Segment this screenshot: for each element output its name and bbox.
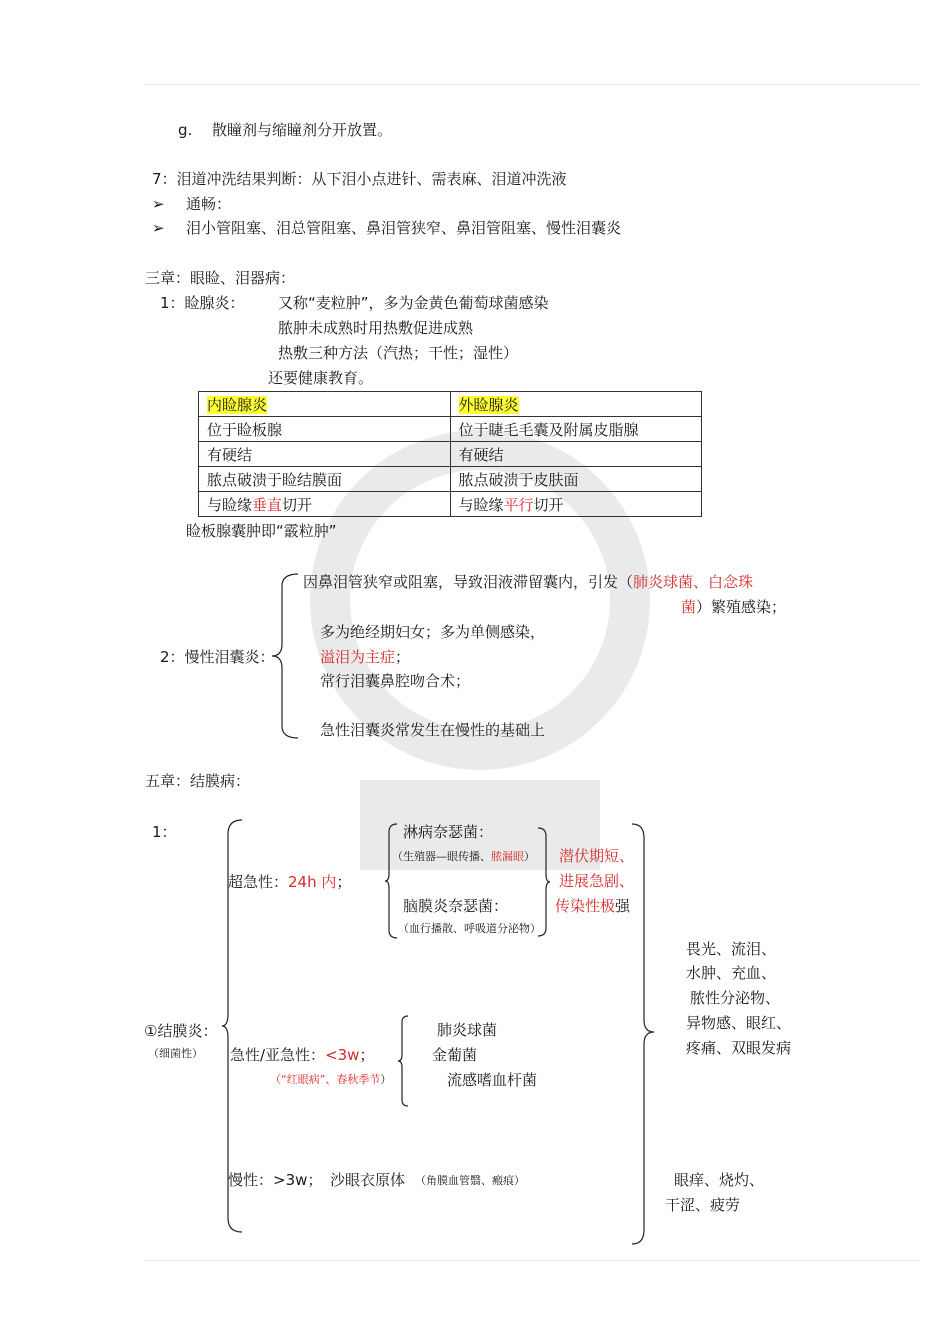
acute-brace xyxy=(398,1014,410,1110)
label-text: 急性/亚急性： xyxy=(230,1046,326,1064)
table-row xyxy=(199,417,702,442)
chronic-symptom-line: 眼痒、烧灼、 xyxy=(674,1171,765,1189)
item1-label: 1：睑腺炎： xyxy=(160,294,245,312)
label-text: ； xyxy=(336,873,352,891)
feature-line: 进展急剧、 xyxy=(559,872,635,890)
table-cell: 位于睫毛毛囊及附属皮脂腺 xyxy=(450,417,702,442)
hyperacute-label xyxy=(228,872,351,892)
item-text: 散瞳剂与缩瞳剂分开放置。 xyxy=(212,121,393,139)
item7-bullet: 泪小管阻塞、泪总管阻塞、鼻泪管狭窄、鼻泪管阻塞、慢性泪囊炎 xyxy=(186,219,622,237)
header-rule xyxy=(145,84,920,85)
item1-line: 又称“麦粒肿”，多为金黄色葡萄球菌感染 xyxy=(278,294,549,312)
note-text: （生殖器—眼传播、 xyxy=(392,850,491,863)
table-cell xyxy=(450,492,702,517)
chronic-pathogen: 沙眼衣原体 xyxy=(330,1171,406,1189)
table-header-cell xyxy=(450,392,702,417)
label-text: 超急性： xyxy=(228,873,289,891)
main-label: ①结膜炎： xyxy=(144,1022,218,1040)
gono-title: 淋病奈瑟菌： xyxy=(403,823,494,841)
header-internal: 内睑腺炎 xyxy=(207,395,268,414)
symptom-line: 脓性分泌物、 xyxy=(690,989,781,1007)
chapter3-heading: 三章：眼睑、泪器病： xyxy=(145,269,296,287)
item1-line: 还要健康教育。 xyxy=(268,369,374,387)
note-text: ） xyxy=(380,1073,392,1086)
label-text-red: 24h 内 xyxy=(288,873,337,891)
bullet-arrow-icon: ➢ xyxy=(152,219,165,237)
acute-note xyxy=(270,1073,391,1087)
item2-line5: 常行泪囊鼻腔吻合术； xyxy=(320,672,471,690)
line-text-red: 肺炎球菌、白念珠 xyxy=(633,573,754,591)
acute-pathogen: 金葡菌 xyxy=(432,1046,478,1064)
table-row xyxy=(199,492,702,517)
table-cell: 脓点破溃于睑结膜面 xyxy=(199,467,451,492)
item2-line3: 多为绝经期妇女；多为单侧感染， xyxy=(320,623,546,641)
symptom-line: 畏光、流泪、 xyxy=(686,940,777,958)
item7-bullet: 通畅： xyxy=(186,195,232,213)
note-text-red: 脓漏眼 xyxy=(491,850,524,863)
item2-label: 2：慢性泪囊炎： xyxy=(160,648,275,666)
bullet-arrow-icon: ➢ xyxy=(152,195,165,213)
item1-line: 脓肿未成熟时用热敷促进成熟 xyxy=(278,319,474,337)
table-row xyxy=(199,467,702,492)
feature-text-red: 传染性极 xyxy=(555,897,616,915)
header-external: 外睑腺炎 xyxy=(458,395,519,414)
label-text: ； xyxy=(359,1046,375,1064)
item1-line: 热敷三种方法（汽热；干性；湿性） xyxy=(278,344,519,362)
cell-text: 切开 xyxy=(282,495,313,514)
chapter5-num: 1： xyxy=(152,823,177,841)
feature-line xyxy=(555,896,630,916)
footer-rule xyxy=(145,1260,920,1261)
acute-label xyxy=(230,1045,374,1065)
line-text: 因鼻泪管狭窄或阻塞，导致泪液滞留囊内，引发（ xyxy=(303,573,634,591)
item2-line6: 急性泪囊炎常发生在慢性的基础上 xyxy=(320,721,546,739)
line-text-red: 溢泪为主症 xyxy=(320,648,396,666)
item7-title: 7：泪道冲洗结果判断：从下泪小点进针、需表麻、泪道冲洗液 xyxy=(152,170,567,188)
symptoms-brace xyxy=(630,822,656,1248)
item2-line2 xyxy=(681,597,786,617)
line-text: ）繁殖感染； xyxy=(696,598,787,616)
table-row xyxy=(199,442,702,467)
cell-text: 与睑缘 xyxy=(207,495,253,514)
hyperacute-right-brace xyxy=(536,826,550,938)
feature-text: 强 xyxy=(615,897,631,915)
gono-note xyxy=(392,850,535,864)
acute-pathogen: 肺炎球菌 xyxy=(437,1021,498,1039)
symptom-line: 水肿、充血、 xyxy=(686,964,777,982)
stye-comparison-table xyxy=(198,391,702,517)
symptom-line: 疼痛、双眼发病 xyxy=(686,1039,792,1057)
table-header-cell xyxy=(199,392,451,417)
chronic-label: 慢性：>3w； xyxy=(228,1171,323,1189)
cell-text-red: 平行 xyxy=(503,495,534,514)
table-cell xyxy=(199,492,451,517)
acute-pathogen: 流感嗜血杆菌 xyxy=(447,1071,538,1089)
item2-line4 xyxy=(320,647,410,667)
line-text: ； xyxy=(395,648,411,666)
table-header-row xyxy=(199,392,702,417)
note-text-red: （“红眼病”、春秋季节 xyxy=(270,1073,381,1086)
main-sub: （细菌性） xyxy=(148,1047,203,1060)
chronic-symptom-line: 干涩、疲劳 xyxy=(665,1196,741,1214)
mening-title: 脑膜炎奈瑟菌： xyxy=(403,897,509,915)
table-cell: 脓点破溃于皮肤面 xyxy=(450,467,702,492)
label-text-red: <3w xyxy=(325,1046,360,1064)
chapter5-heading: 五章：结膜病： xyxy=(145,772,251,790)
hyperacute-left-brace xyxy=(385,822,399,940)
feature-line: 潜伏期短、 xyxy=(559,847,635,865)
item-letter: g. xyxy=(178,121,193,139)
symptom-line: 异物感、眼红、 xyxy=(686,1014,792,1032)
table-cell: 位于睑板腺 xyxy=(199,417,451,442)
note-text: ） xyxy=(524,850,535,863)
table-cell: 有硬结 xyxy=(450,442,702,467)
cell-text-red: 垂直 xyxy=(252,495,283,514)
item2-line1 xyxy=(303,572,753,592)
mening-note: （血行播散、呼吸道分泌物） xyxy=(398,922,541,935)
chronic-note: （角膜血管翳、瘢痕） xyxy=(415,1174,525,1187)
cell-text: 与睑缘 xyxy=(458,495,504,514)
table-cell: 有硬结 xyxy=(199,442,451,467)
line-text-red: 菌 xyxy=(681,598,697,616)
chalazion-note: 睑板腺囊肿即“霰粒肿” xyxy=(186,522,337,540)
cell-text: 切开 xyxy=(533,495,564,514)
